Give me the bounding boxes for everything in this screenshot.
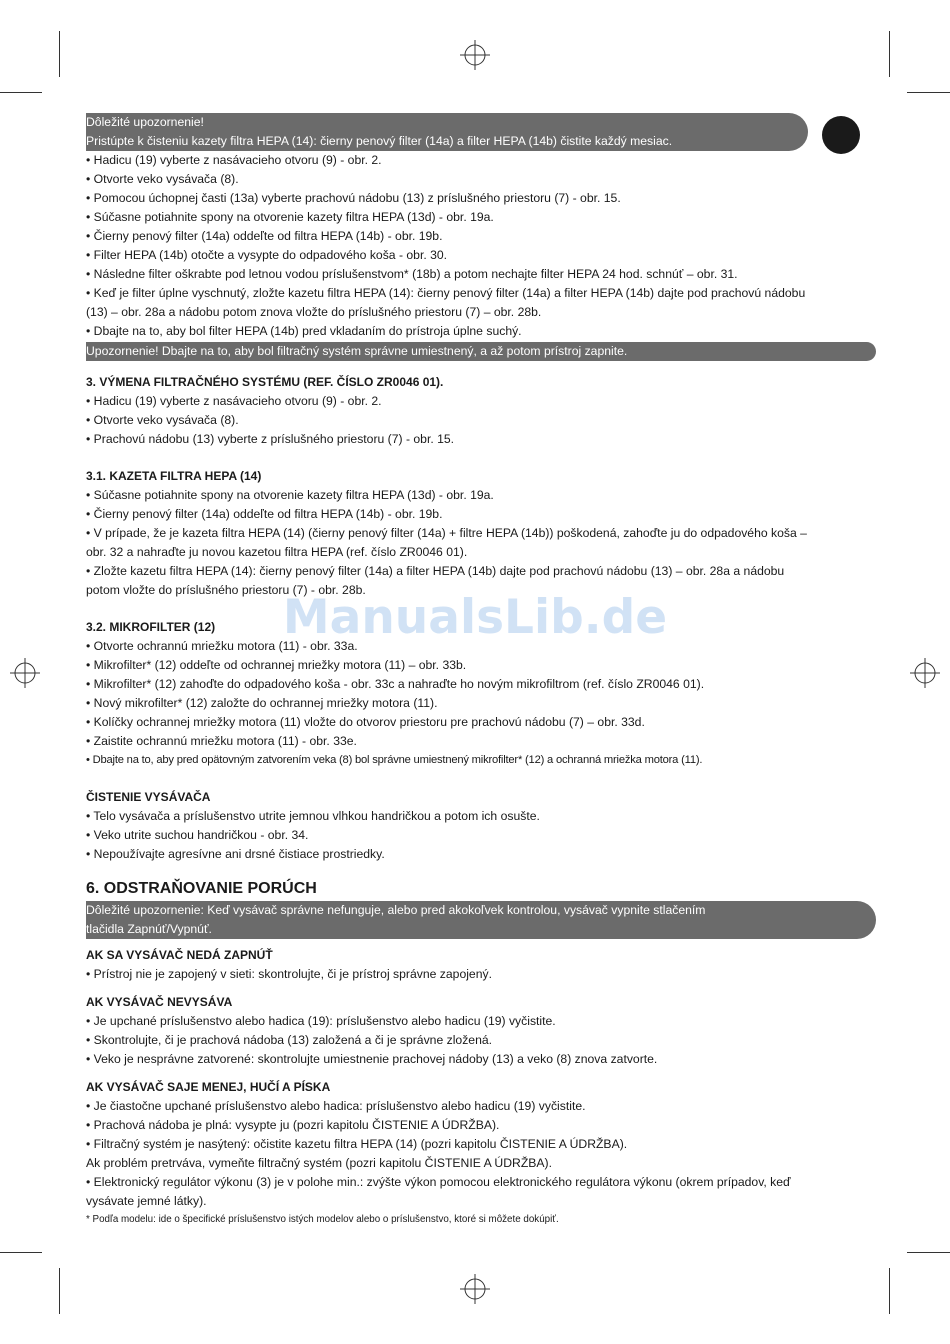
section-heading: ČISTENIE VYSÁVAČA xyxy=(86,790,211,804)
list-item: • Otvorte veko vysávača (8). xyxy=(86,413,239,427)
registration-mark-icon xyxy=(460,40,490,70)
list-item: • V prípade, že je kazeta filtra HEPA (14) (čierny penový filter (14a) + filtre HEPA (14b)) poškodená, zahoďte ju do odpadového koša – xyxy=(86,526,807,540)
list-item: obr. 32 a nahraďte ju novou kazetou filtra HEPA (ref. číslo ZR0046 01). xyxy=(86,545,468,559)
section-list xyxy=(86,637,866,770)
list-item: Ak problém pretrváva, vymeňte filtračný systém (pozri kapitolu ČISTENIE A ÚDRŽBA). xyxy=(86,1156,552,1170)
section-list xyxy=(86,1097,866,1211)
section-heading: 3.2. MIKROFILTER (12) xyxy=(86,620,216,634)
list-item: • Mikrofilter* (12) oddeľte od ochrannej mriežky motora (11) – obr. 33b. xyxy=(86,658,467,672)
list-item: • Následne filter oškrabte pod letnou vodou príslušenstvom* (18b) a potom nechajte filter HEPA 24 hod. schnúť – obr. 31. xyxy=(86,267,738,281)
list-item: (13) – obr. 28a a nádobu potom znova vložte do príslušného priestoru (7) – obr. 28b. xyxy=(86,305,542,319)
list-item: • Telo vysávača a príslušenstvo utrite jemnou vlhkou handričkou a potom ich osušte. xyxy=(86,809,540,823)
list-item: • Čierny penový filter (14a) oddeľte od filtra HEPA (14b) - obr. 19b. xyxy=(86,229,443,243)
important-notice-banner xyxy=(86,901,876,939)
list-item: • Zložte kazetu filtra HEPA (14): čierny penový filter (14a) a filter HEPA (14b) dajte pod prachovú nádobu (13) – obr. 28a a nádobu xyxy=(86,564,785,578)
banner-line: Upozornenie! Dbajte na to, aby bol filtračný systém správne umiestnený, a až potom prístroj zapnite. xyxy=(86,344,628,358)
crop-mark xyxy=(907,92,950,93)
footnote: * Podľa modelu: ide o špecifické príslušenstvo istých modelov alebo o príslušenstvo, ktoré si môžete dokúpiť. xyxy=(86,1214,559,1225)
important-notice-banner xyxy=(86,113,808,151)
section-list xyxy=(86,392,866,449)
list-item: • Kolíčky ochrannej mriežky motora (11) vložte do otvorov priestoru pre prachovú nádobu (7) – obr. 33d. xyxy=(86,715,645,729)
list-item: • Je čiastočne upchané príslušenstvo alebo hadica: príslušenstvo alebo hadicu (19) vyčistite. xyxy=(86,1099,586,1113)
list-item: • Dbajte na to, aby bol filter HEPA (14b) pred vkladaním do prístroja úplne suchý. xyxy=(86,324,522,338)
section-list xyxy=(86,1012,866,1069)
watermark: ManualsLib.de xyxy=(282,590,668,645)
registration-mark-icon xyxy=(10,658,40,688)
list-item: • Prachová nádoba je plná: vysypte ju (pozri kapitolu ČISTENIE A ÚDRŽBA). xyxy=(86,1118,500,1132)
registration-mark-icon xyxy=(910,658,940,688)
page-content xyxy=(86,113,866,1227)
chapter-heading: 6. ODSTRAŇOVANIE PORÚCH xyxy=(86,880,317,897)
list-item: • Otvorte veko vysávača (8). xyxy=(86,172,239,186)
banner-line: tlačidla Zapnúť/Vypnúť. xyxy=(86,922,212,936)
cleaning-steps-list xyxy=(86,151,866,341)
list-item: • Nepoužívajte agresívne ani drsné čistiace prostriedky. xyxy=(86,847,385,861)
registration-mark-icon xyxy=(460,1274,490,1304)
section-heading: AK VYSÁVAČ NEVYSÁVA xyxy=(86,995,233,1009)
list-item: • Čierny penový filter (14a) oddeľte od filtra HEPA (14b) - obr. 19b. xyxy=(86,507,443,521)
banner-line: Dôležité upozornenie: Keď vysávač správne nefunguje, alebo pred akokoľvek kontrolou, vysávač vypnite stlačením xyxy=(86,903,706,917)
banner-line: Dôležité upozornenie! xyxy=(86,115,204,129)
list-item: • Filtračný systém je nasýtený: očistite kazetu filtra HEPA (14) (pozri kapitolu ČISTENIE A ÚDRŽBA). xyxy=(86,1137,628,1151)
crop-mark xyxy=(59,31,60,77)
section-heading: 3. VÝMENA FILTRAČNÉHO SYSTÉMU (REF. ČÍSLO ZR0046 01). xyxy=(86,375,444,389)
crop-mark xyxy=(0,92,42,93)
warning-banner xyxy=(86,342,876,361)
list-item: • Zaistite ochrannú mriežku motora (11) - obr. 33e. xyxy=(86,734,357,748)
list-item: • Súčasne potiahnite spony na otvorenie kazety filtra HEPA (13d) - obr. 19a. xyxy=(86,488,494,502)
section-heading: AK SA VYSÁVAČ NEDÁ ZAPNÚŤ xyxy=(86,948,273,962)
list-item: • Je upchané príslušenstvo alebo hadica (19): príslušenstvo alebo hadicu (19) vyčistite. xyxy=(86,1014,556,1028)
list-item: • Nový mikrofilter* (12) založte do ochrannej mriežky motora (11). xyxy=(86,696,438,710)
section-list xyxy=(86,486,866,600)
list-item: • Veko utrite suchou handričkou - obr. 34. xyxy=(86,828,309,842)
list-item: • Mikrofilter* (12) zahoďte do odpadového koša - obr. 33c a nahraďte ho novým mikrofiltrom (ref. číslo ZR0046 01). xyxy=(86,677,705,691)
list-item: • Otvorte ochrannú mriežku motora (11) - obr. 33a. xyxy=(86,639,358,653)
list-item: • Veko je nesprávne zatvorené: skontrolujte umiestnenie prachovej nádoby (13) a veko (8) znova zatvorte. xyxy=(86,1052,658,1066)
crop-mark xyxy=(59,1268,60,1314)
list-item: • Keď je filter úplne vyschnutý, zložte kazetu filtra HEPA (14): čierny penový filter (14a) a filter HEPA (14b) dajte pod prachovú nádobu xyxy=(86,286,806,300)
section-heading: 3.1. KAZETA FILTRA HEPA (14) xyxy=(86,469,262,483)
list-item: • Prachovú nádobu (13) vyberte z príslušného priestoru (7) - obr. 15. xyxy=(86,432,455,446)
list-item: vysávate jemné látky). xyxy=(86,1194,207,1208)
crop-mark xyxy=(907,1252,950,1253)
list-item: • Hadicu (19) vyberte z nasávacieho otvoru (9) - obr. 2. xyxy=(86,394,382,408)
list-item: • Dbajte na to, aby pred opätovným zatvorením veka (8) bol správne umiestnený mikrofilter* (12) a ochranná mriežka motora (11). xyxy=(86,754,703,766)
banner-line: Pristúpte k čisteniu kazety filtra HEPA (14): čierny penový filter (14a) a filter HEPA (14b) čistite každý mesiac. xyxy=(86,134,673,148)
list-item: potom vložte do príslušného priestoru (7) - obr. 28b. xyxy=(86,583,366,597)
list-item: • Pomocou úchopnej časti (13a) vyberte prachovú nádobu (13) z príslušného priestoru (7) - obr. 15. xyxy=(86,191,621,205)
list-item: • Filter HEPA (14b) otočte a vysypte do odpadového koša - obr. 30. xyxy=(86,248,448,262)
list-item: • Prístroj nie je zapojený v sieti: skontrolujte, či je prístroj správne zapojený. xyxy=(86,967,492,981)
list-item: • Súčasne potiahnite spony na otvorenie kazety filtra HEPA (13d) - obr. 19a. xyxy=(86,210,494,224)
section-list xyxy=(86,807,866,864)
section-list xyxy=(86,965,866,984)
crop-mark xyxy=(0,1252,42,1253)
list-item: • Skontrolujte, či je prachová nádoba (13) založená a či je správne zložená. xyxy=(86,1033,493,1047)
crop-mark xyxy=(889,31,890,77)
list-item: • Hadicu (19) vyberte z nasávacieho otvoru (9) - obr. 2. xyxy=(86,153,382,167)
list-item: • Elektronický regulátor výkonu (3) je v polohe min.: zvýšte výkon pomocou elektronického regulátora výkonu (okrem prípadov, keď xyxy=(86,1175,791,1189)
section-heading: AK VYSÁVAČ SAJE MENEJ, HUČÍ A PÍSKA xyxy=(86,1080,331,1094)
crop-mark xyxy=(889,1268,890,1314)
